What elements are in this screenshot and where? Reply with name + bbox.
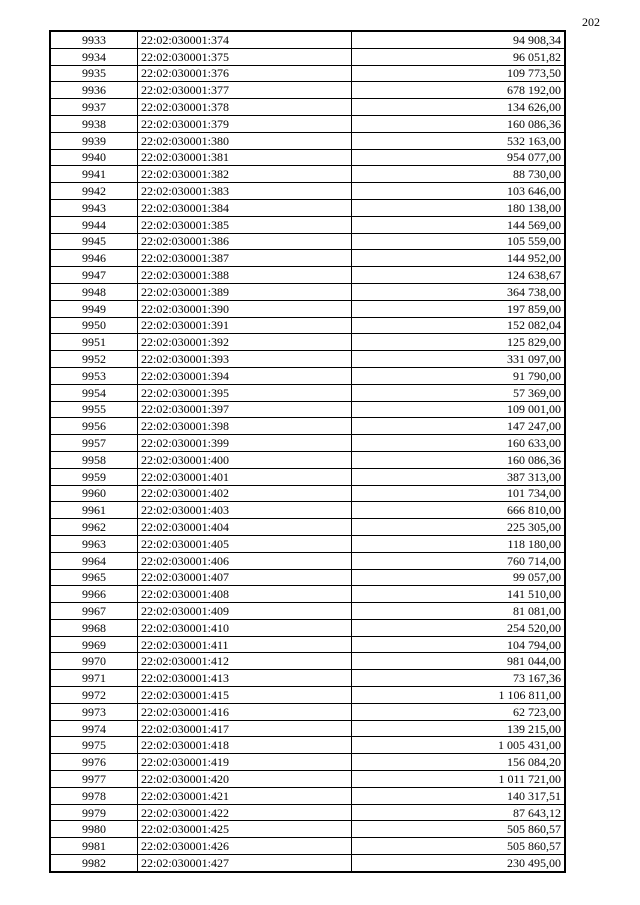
cadastral-value-cell: 94 908,34 [352,31,566,48]
row-number-cell: 9956 [50,418,138,435]
cadastral-value-cell: 144 569,00 [352,216,566,233]
cadastral-number-cell: 22:02:030001:409 [138,603,352,620]
cadastral-value-cell: 760 714,00 [352,552,566,569]
cadastral-value-cell: 1 005 431,00 [352,737,566,754]
table-row [50,687,565,704]
row-number-cell: 9933 [50,31,138,48]
table-row [50,855,565,872]
cadastral-value-cell: 57 369,00 [352,384,566,401]
cadastral-number-cell: 22:02:030001:405 [138,535,352,552]
row-number-cell: 9952 [50,351,138,368]
row-number-cell: 9944 [50,216,138,233]
cadastral-number-cell: 22:02:030001:386 [138,233,352,250]
cadastral-number-cell: 22:02:030001:408 [138,586,352,603]
table-row [50,367,565,384]
row-number-cell: 9942 [50,183,138,200]
table-row [50,267,565,284]
cadastral-number-cell: 22:02:030001:375 [138,48,352,65]
table-row [50,737,565,754]
cadastral-value-cell: 104 794,00 [352,636,566,653]
table-row [50,821,565,838]
table-row [50,552,565,569]
table-row [50,149,565,166]
cadastral-value-cell: 230 495,00 [352,855,566,872]
row-number-cell: 9955 [50,401,138,418]
row-number-cell: 9982 [50,855,138,872]
table-row [50,619,565,636]
cadastral-value-cell: 105 559,00 [352,233,566,250]
cadastral-number-cell: 22:02:030001:411 [138,636,352,653]
cadastral-value-table [49,30,566,873]
cadastral-number-cell: 22:02:030001:399 [138,435,352,452]
row-number-cell: 9947 [50,267,138,284]
cadastral-value-cell: 156 084,20 [352,754,566,771]
cadastral-number-cell: 22:02:030001:410 [138,619,352,636]
cadastral-value-cell: 505 860,57 [352,838,566,855]
cadastral-number-cell: 22:02:030001:378 [138,99,352,116]
cadastral-value-cell: 197 859,00 [352,300,566,317]
row-number-cell: 9977 [50,771,138,788]
table-row [50,233,565,250]
cadastral-number-cell: 22:02:030001:380 [138,132,352,149]
row-number-cell: 9957 [50,435,138,452]
cadastral-value-cell: 678 192,00 [352,82,566,99]
cadastral-number-cell: 22:02:030001:381 [138,149,352,166]
cadastral-value-cell: 505 860,57 [352,821,566,838]
table-row [50,65,565,82]
cadastral-number-cell: 22:02:030001:392 [138,334,352,351]
cadastral-value-cell: 160 633,00 [352,435,566,452]
row-number-cell: 9973 [50,703,138,720]
cadastral-number-cell: 22:02:030001:404 [138,519,352,536]
table-row [50,384,565,401]
row-number-cell: 9965 [50,569,138,586]
cadastral-number-cell: 22:02:030001:421 [138,787,352,804]
cadastral-number-cell: 22:02:030001:402 [138,485,352,502]
cadastral-value-cell: 62 723,00 [352,703,566,720]
cadastral-value-cell: 331 097,00 [352,351,566,368]
cadastral-value-cell: 981 044,00 [352,653,566,670]
table-row [50,636,565,653]
cadastral-number-cell: 22:02:030001:398 [138,418,352,435]
table-row [50,519,565,536]
table-row [50,787,565,804]
row-number-cell: 9972 [50,687,138,704]
table-row [50,535,565,552]
cadastral-number-cell: 22:02:030001:425 [138,821,352,838]
row-number-cell: 9975 [50,737,138,754]
table-row [50,451,565,468]
row-number-cell: 9941 [50,166,138,183]
cadastral-number-cell: 22:02:030001:385 [138,216,352,233]
table-row [50,435,565,452]
table-row [50,670,565,687]
row-number-cell: 9943 [50,199,138,216]
table-row [50,401,565,418]
cadastral-number-cell: 22:02:030001:390 [138,300,352,317]
table-row [50,485,565,502]
cadastral-number-cell: 22:02:030001:417 [138,720,352,737]
cadastral-value-cell: 160 086,36 [352,451,566,468]
cadastral-value-cell: 364 738,00 [352,283,566,300]
row-number-cell: 9946 [50,250,138,267]
row-number-cell: 9938 [50,115,138,132]
table-row [50,99,565,116]
row-number-cell: 9959 [50,468,138,485]
row-number-cell: 9936 [50,82,138,99]
cadastral-number-cell: 22:02:030001:384 [138,199,352,216]
table-row [50,31,565,48]
row-number-cell: 9976 [50,754,138,771]
row-number-cell: 9960 [50,485,138,502]
cadastral-number-cell: 22:02:030001:397 [138,401,352,418]
cadastral-value-cell: 118 180,00 [352,535,566,552]
cadastral-number-cell: 22:02:030001:376 [138,65,352,82]
cadastral-number-cell: 22:02:030001:389 [138,283,352,300]
cadastral-number-cell: 22:02:030001:413 [138,670,352,687]
cadastral-value-cell: 225 305,00 [352,519,566,536]
cadastral-value-cell: 666 810,00 [352,502,566,519]
row-number-cell: 9979 [50,804,138,821]
table-row [50,754,565,771]
cadastral-value-cell: 81 081,00 [352,603,566,620]
cadastral-value-cell: 139 215,00 [352,720,566,737]
cadastral-value-cell: 180 138,00 [352,199,566,216]
row-number-cell: 9948 [50,283,138,300]
cadastral-value-cell: 140 317,51 [352,787,566,804]
row-number-cell: 9949 [50,300,138,317]
cadastral-number-cell: 22:02:030001:418 [138,737,352,754]
row-number-cell: 9970 [50,653,138,670]
cadastral-number-cell: 22:02:030001:419 [138,754,352,771]
cadastral-number-cell: 22:02:030001:406 [138,552,352,569]
cadastral-number-cell: 22:02:030001:395 [138,384,352,401]
row-number-cell: 9963 [50,535,138,552]
row-number-cell: 9971 [50,670,138,687]
table-row [50,838,565,855]
row-number-cell: 9978 [50,787,138,804]
cadastral-number-cell: 22:02:030001:377 [138,82,352,99]
row-number-cell: 9969 [50,636,138,653]
row-number-cell: 9945 [50,233,138,250]
cadastral-number-cell: 22:02:030001:383 [138,183,352,200]
row-number-cell: 9958 [50,451,138,468]
row-number-cell: 9951 [50,334,138,351]
cadastral-value-cell: 103 646,00 [352,183,566,200]
cadastral-value-cell: 87 643,12 [352,804,566,821]
row-number-cell: 9954 [50,384,138,401]
cadastral-number-cell: 22:02:030001:393 [138,351,352,368]
cadastral-number-cell: 22:02:030001:426 [138,838,352,855]
cadastral-value-cell: 73 167,36 [352,670,566,687]
cadastral-value-cell: 387 313,00 [352,468,566,485]
cadastral-value-cell: 144 952,00 [352,250,566,267]
table-row [50,703,565,720]
table-row [50,82,565,99]
row-number-cell: 9962 [50,519,138,536]
cadastral-number-cell: 22:02:030001:412 [138,653,352,670]
cadastral-number-cell: 22:02:030001:388 [138,267,352,284]
cadastral-value-cell: 954 077,00 [352,149,566,166]
cadastral-value-cell: 99 057,00 [352,569,566,586]
cadastral-number-cell: 22:02:030001:416 [138,703,352,720]
cadastral-value-cell: 96 051,82 [352,48,566,65]
table-row [50,468,565,485]
row-number-cell: 9934 [50,48,138,65]
table-row [50,351,565,368]
table-row [50,216,565,233]
table-row [50,804,565,821]
row-number-cell: 9974 [50,720,138,737]
row-number-cell: 9968 [50,619,138,636]
cadastral-number-cell: 22:02:030001:382 [138,166,352,183]
table-row [50,569,565,586]
table-row [50,183,565,200]
cadastral-number-cell: 22:02:030001:379 [138,115,352,132]
row-number-cell: 9980 [50,821,138,838]
cadastral-value-cell: 124 638,67 [352,267,566,284]
table-row [50,300,565,317]
row-number-cell: 9953 [50,367,138,384]
cadastral-value-cell: 152 082,04 [352,317,566,334]
table-row [50,334,565,351]
table-row [50,199,565,216]
table-row [50,603,565,620]
row-number-cell: 9935 [50,65,138,82]
cadastral-value-cell: 134 626,00 [352,99,566,116]
row-number-cell: 9967 [50,603,138,620]
table-row [50,115,565,132]
table-row [50,586,565,603]
cadastral-number-cell: 22:02:030001:422 [138,804,352,821]
cadastral-value-cell: 141 510,00 [352,586,566,603]
cadastral-value-cell: 91 790,00 [352,367,566,384]
cadastral-value-cell: 109 001,00 [352,401,566,418]
page-number: 202 [582,15,600,29]
cadastral-number-cell: 22:02:030001:403 [138,502,352,519]
cadastral-number-cell: 22:02:030001:420 [138,771,352,788]
cadastral-value-cell: 125 829,00 [352,334,566,351]
cadastral-number-cell: 22:02:030001:401 [138,468,352,485]
cadastral-number-cell: 22:02:030001:394 [138,367,352,384]
table-body [50,31,565,872]
table-row [50,132,565,149]
row-number-cell: 9961 [50,502,138,519]
cadastral-value-cell: 147 247,00 [352,418,566,435]
cadastral-value-cell: 532 163,00 [352,132,566,149]
cadastral-value-cell: 160 086,36 [352,115,566,132]
table-row [50,418,565,435]
cadastral-number-cell: 22:02:030001:374 [138,31,352,48]
table-row [50,250,565,267]
table-row [50,48,565,65]
row-number-cell: 9950 [50,317,138,334]
cadastral-value-cell: 1 011 721,00 [352,771,566,788]
cadastral-number-cell: 22:02:030001:387 [138,250,352,267]
cadastral-number-cell: 22:02:030001:391 [138,317,352,334]
row-number-cell: 9940 [50,149,138,166]
table-row [50,283,565,300]
cadastral-number-cell: 22:02:030001:427 [138,855,352,872]
table-row [50,720,565,737]
row-number-cell: 9981 [50,838,138,855]
table-row [50,502,565,519]
row-number-cell: 9937 [50,99,138,116]
cadastral-value-cell: 109 773,50 [352,65,566,82]
cadastral-number-cell: 22:02:030001:400 [138,451,352,468]
cadastral-value-cell: 1 106 811,00 [352,687,566,704]
table-row [50,317,565,334]
cadastral-value-cell: 101 734,00 [352,485,566,502]
row-number-cell: 9939 [50,132,138,149]
row-number-cell: 9964 [50,552,138,569]
cadastral-value-cell: 88 730,00 [352,166,566,183]
cadastral-number-cell: 22:02:030001:415 [138,687,352,704]
table-row [50,653,565,670]
row-number-cell: 9966 [50,586,138,603]
cadastral-value-cell: 254 520,00 [352,619,566,636]
cadastral-number-cell: 22:02:030001:407 [138,569,352,586]
table-row [50,771,565,788]
table-row [50,166,565,183]
